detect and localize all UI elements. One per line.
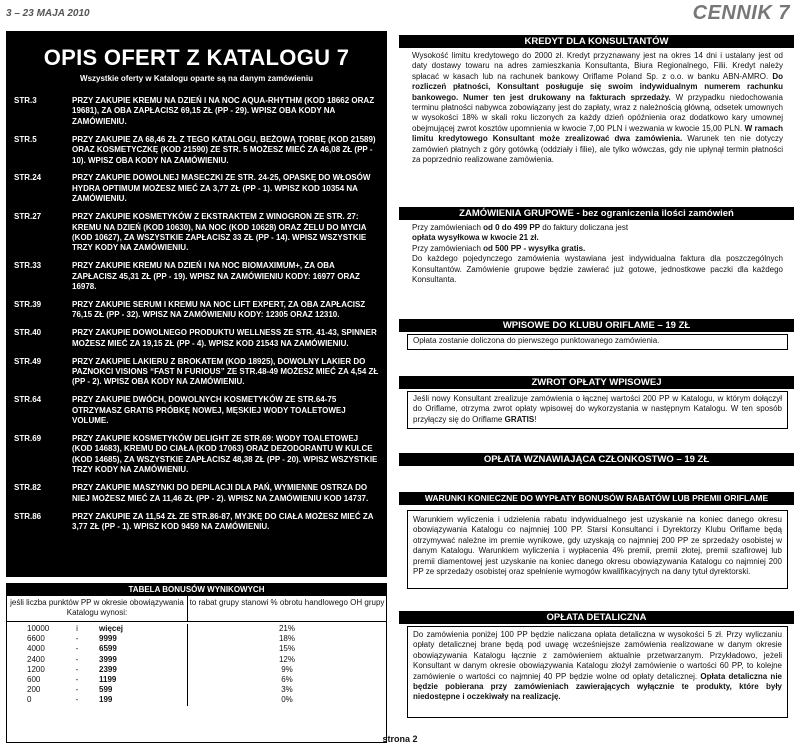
kredyt-p1-bold: Do rozliczeń płatności, Konsultant posługuje się swoim indywidualnym numerem rachunku bankowego. Numer ten jest drukowany na fakturach sprzedaży.: [412, 71, 783, 102]
grupowe-l1c: do faktury doliczana jest: [540, 223, 629, 232]
grupowe-l2: opłata wysyłkowa w kwocie 21 zł.: [412, 233, 539, 243]
bonus-to: 3999: [91, 655, 188, 665]
offer-page: STR.5: [14, 134, 37, 144]
zwrot-title: ZWROT OPŁATY WPISOWEJ: [399, 376, 794, 389]
bonus-row: [7, 665, 386, 675]
offer-page: STR.33: [14, 261, 42, 271]
offer-text: PRZY ZAKUPIE SERUM I KREMU NA NOC LIFT EXPERT, ZA OBA ZAPŁACISZ 76,15 ZŁ (PP - 32). WPISZ NA ZAMÓWIENIU KODY: 12305 ORAZ 12310.: [72, 300, 366, 320]
bonus-col1-header: jeśli liczba punktów PP w okresie obowiązywania Katalogu wynosi:: [7, 596, 188, 621]
bonus-rows: [7, 622, 386, 706]
bonus-to: 9999: [91, 634, 188, 644]
bonus-sep: -: [75, 685, 79, 695]
bonus-row: [7, 644, 386, 654]
wpisowe-text: Opłata zostanie doliczona do pierwszego punktowanego zamówienia.: [413, 336, 660, 345]
offer-item: [14, 395, 379, 426]
offer-page: STR.64: [14, 395, 42, 405]
bonus-from: 6600: [27, 634, 45, 644]
grupowe-l3b: od 500 PP - wysyłka gratis.: [483, 243, 586, 253]
bonus-from: 0: [27, 695, 32, 705]
bonus-from: 10000: [27, 624, 50, 633]
bonus-row: [7, 655, 386, 665]
zwrot-bold: GRATIS: [504, 414, 535, 424]
offer-item: [14, 212, 379, 254]
bonus-row: [7, 634, 386, 644]
grupowe-title-suffix: - bez ograniczenia ilości zamówień: [573, 208, 734, 219]
bonus-to: więcej: [91, 624, 188, 634]
grupowe-l1b: od 0 do 499 PP: [483, 223, 541, 232]
bonus-sep: -: [75, 634, 79, 644]
offer-text: PRZY ZAKUPIE DOWOLNEJ MASECZKI ZE STR. 24-25, OPASKĘ DO WŁOSÓW HYDRA OPTIMUM MOŻESZ MIEĆ ZA 3,77 ZŁ (PP - 1). WPISZ KOD 10354 NA ZAMÓWIENIU.: [72, 173, 371, 204]
wpisowe-box: [407, 334, 788, 350]
bonus-pct: 0%: [281, 695, 293, 705]
kredyt-p3: Warunek ten nie dotyczy zamówień płatnych z góry gotówką (oddziały i filie), ale tylko wówczas, gdy nie upłynął termin płatności za poprzednio realizowane zamówienia.: [412, 134, 783, 165]
page-date: 3 – 23 MAJA 2010: [6, 8, 90, 19]
bonus-row: [7, 695, 386, 705]
bonus-pct: 21%: [278, 624, 295, 633]
bonus-table: [6, 583, 387, 743]
bonus-to: 199: [91, 695, 188, 705]
grupowe-l1a: Przy zamówieniach: [412, 223, 484, 232]
offers-panel: [6, 31, 387, 577]
bonus-pct: 15%: [278, 644, 295, 654]
grupowe-title: [399, 207, 794, 220]
kredyt-p1: Wysokość limitu kredytowego do 2000 zł. Kredyt przyznawany jest na okres 14 dni i ustalany jest od daty dostawy towaru na adres zamieszkania Konsultanta, Biura Regionalnego, Filii. Kredyt należy spłacać w kasach lub na rachunek bankowy Oriflame Poland Sp. z o.o. w banku ABN-AMRO.: [412, 51, 783, 81]
bonus-pct: 18%: [278, 634, 295, 644]
bonus-row: [7, 624, 386, 634]
bonus-sep: i: [76, 624, 78, 633]
offer-text: PRZY ZAKUPIE KREMU NA DZIEŃ I NA NOC AQUA-RHYTHM (KOD 18662 ORAZ 19681), ZA OBA ZAPŁACISZ 69,15 ZŁ (PP - 29). WPISZ OBA KODY NA ZAMÓWIENIU.: [72, 96, 375, 126]
bonus-to: 6599: [91, 644, 188, 654]
offer-text: PRZY ZAKUPIE KREMU NA DZIEŃ I NA NOC BIOMAXIMUM+, ZA OBA ZAPŁACISZ 45,31 ZŁ (PP - 19). WPISZ NA ZAMÓWIENIU KODY: 16977 ORAZ 16978.: [72, 261, 360, 292]
offer-text: PRZY ZAKUPIE LAKIERU Z BROKATEM (KOD 18925), DOWOLNY LAKIER DO PAZNOKCI VISIONS “FAST N FURIOUS” ZE STR.48-49 MOŻESZ MIEĆ ZA 4,54 ZŁ (PP - 2). WPISZ OBA KODY NA ZAMÓWIENIU.: [72, 356, 379, 387]
offer-text: PRZY ZAKUPIE ZA 68,46 ZŁ Z TEGO KATALOGU, BEŻOWĄ TORBĘ (KOD 21589) ORAZ KOSMETYCZKĘ (KOD 21590) ZE STR. 5 MOŻESZ MIEĆ ZA 46,08 ZŁ (PP - 10). WPISZ OBA KODY NA ZAMÓWIENIU.: [72, 134, 376, 165]
offer-page: STR.40: [14, 328, 42, 338]
kredyt-box: [407, 50, 788, 195]
offer-item: [14, 261, 379, 292]
wpisowe-title: WPISOWE DO KLUBU ORIFLAME – 19 ZŁ: [399, 319, 794, 332]
warunki-title: WARUNKI KONIECZNE DO WYPŁATY BONUSÓW RABATÓW LUB PREMII ORIFLAME: [399, 492, 794, 505]
bonus-table-header: [7, 596, 386, 622]
zwrot-end: !: [534, 414, 537, 424]
detaliczna-box: [407, 626, 788, 718]
bonus-row: [7, 675, 386, 685]
bonus-pct: 3%: [281, 685, 293, 695]
bonus-from: 600: [27, 674, 41, 684]
offer-page: STR.69: [14, 434, 42, 444]
grupowe-l4: Do każdego pojedynczego zamówienia wystawiana jest indywidualna faktura dla poszczególnych Konsultantów. Zamówienie grupowe będzie zawierać już gotowe, jednostkowe paczki dla każdego Konsultanta.: [412, 254, 783, 285]
page-title: CENNIK 7: [692, 2, 790, 24]
grupowe-box: [407, 222, 788, 296]
bonus-col2-header: to rabat grupy stanowi % obrotu handlowego OH grupy: [189, 598, 385, 607]
bonus-sep: -: [75, 644, 79, 654]
offer-text: PRZY ZAKUPIE DWÓCH, DOWOLNYCH KOSMETYKÓW ZE STR.64-75 OTRZYMASZ GRATIS PRÓBKĘ NOWEJ, MĘSKIEJ WODY TOALETOWEJ VOLUME.: [72, 395, 346, 426]
bonus-from: 200: [27, 685, 41, 695]
offer-item: [14, 135, 379, 166]
offer-page: STR.86: [14, 511, 42, 521]
offer-text: PRZY ZAKUPIE MASZYNKI DO DEPILACJI DLA PAŃ, WYMIENNE OSTRZA DO NIEJ MOŻESZ MIEĆ ZA 11,46 ZŁ (PP - 2). WPISZ NA ZAMÓWIENIU KOD 14737.: [72, 483, 369, 503]
bonus-row: [7, 685, 386, 695]
offers-subtitle: Wszystkie oferty w Katalogu oparte są na danym zamówieniu: [80, 74, 313, 83]
bonus-sep: -: [75, 654, 79, 664]
offer-page: STR.24: [14, 173, 42, 183]
offers-title: OPIS OFERT Z KATALOGU 7: [43, 45, 350, 70]
offer-page: STR.27: [14, 212, 42, 222]
bonus-to: 2399: [91, 665, 188, 675]
warunki-box: [407, 510, 788, 589]
detaliczna-bold: Opłata detaliczna nie będzie pobierana przy zamówieniach zawierających wyłącznie te produkty, które były niedostępne i oczekiwały na realizację.: [413, 671, 782, 702]
kredyt-title: KREDYT DLA KONSULTANTÓW: [399, 35, 794, 48]
page-number: strona 2: [382, 734, 418, 744]
detaliczna-title: OPŁATA DETALICZNA: [399, 611, 794, 624]
zwrot-box: [407, 391, 788, 429]
kredyt-p2: W przypadku niedochowania terminu płatności nabywca zobowiązany jest do zapłaty, wraz z należnością główną, odsetek umownych w wysokości 18% w skali roku liczonych za każdy dzień opóźnienia oraz dodatkowo kary umownej obejmującej zwrot kosztów upomnienia w kwocie 7,00 PLN i wezwania w kwocie 15,00 PLN.: [412, 92, 783, 133]
grupowe-title-main: ZAMÓWIENIA GRUPOWE: [459, 208, 574, 219]
warunki-text: Warunkiem wyliczenia i udzielenia rabatu indywidualnego jest uzyskanie na koniec danego okresu obowiązywania Katalogu co najmniej 100 PP. Starsi Konsultanci i Dyrektorzy Klubu Oriflame będą otrzymywać należne im premie wynikowe, gdy uzyskają co najmniej 200 PP ze sprzedaży osobistej w danym Katalogu. Warunkiem wyliczenia i wypłacenia 4% premii, premii złotej, premii szafirowej lub premii diamentowej jest uzyskanie na koniec danego okresu obowiązywania Katalogu co najmniej 200 PP ze sprzedaży osobistej oraz spełnienie wymogów kwalifikacyjnych na dany tytuł dyrektorski.: [413, 515, 782, 577]
bonus-to: 599: [91, 685, 188, 695]
offer-item: [14, 512, 379, 533]
offer-page: STR.39: [14, 300, 42, 309]
bonus-pct: 9%: [281, 664, 293, 674]
offer-text: PRZY ZAKUPIE KOSMETYKÓW DELIGHT ZE STR.69: WODY TOALETOWEJ (KOD 14683), KREMU DO CIAŁA (KOD 17063) ORAZ DEZODORANTU W KULCE (KOD 14685), ZA WSZYSTKIE ZAPŁACISZ 48,38 ZŁ (PP - 20). WPISZ WSZYSTKIE TRZY KODY NA ZAMÓWIENIU.: [72, 434, 378, 475]
offer-item: [14, 328, 379, 349]
offer-page: STR.3: [14, 96, 37, 105]
offer-text: PRZY ZAKUPIE KOSMETYKÓW Z EKSTRAKTEM Z WINOGRON ZE STR. 27: KREMU NA DZIEŃ (KOD 10630), NA NOC (KOD 10628) ORAZ ŻELU DO MYCIA (KOD 10627), ZA WSZYSTKIE ZAPŁACISZ 33 ZŁ (PP - 14). WPISZ WSZYSTKIE TRZY KODY NA ZAMÓWIENIU.: [72, 212, 367, 253]
offer-item: [14, 434, 379, 476]
grupowe-l3a: Przy zamówieniach: [412, 243, 484, 253]
wznawiajaca-title: OPŁATA WZNAWIAJĄCA CZŁONKOSTWO – 19 ZŁ: [399, 453, 794, 466]
bonus-sep: -: [75, 674, 79, 684]
offer-list: [14, 96, 379, 532]
zwrot-text: Jeśli nowy Konsultant zrealizuje zamówienia o łącznej wartości 200 PP w Katalogu, w którym dołączył do Oriflame, otrzyma zwrot opłaty wpisowej do wykorzystania w następnym Katalogu. W ten sposób przyłączy się do Oriflame: [413, 394, 782, 424]
bonus-pct: 12%: [278, 654, 295, 664]
offer-item: [14, 173, 379, 204]
detaliczna-text: Do zamówienia poniżej 100 PP będzie naliczana opłata detaliczna w wysokości 5 zł. Przy wyliczaniu opłaty detalicznej brane będą pod uwagę wcześniejsze zamówienia realizowane w danym okresie obowiązywania Katalogu łącznie z zamówieniem aktualnie przetwarzanym. Przykładowo, jeżeli Konsultant w danym okresie obowiązywania Katalogu złożył zamówienie o wartości 60 PP, to kolejne zamówienie o wartości co najmniej 40 PP będzie wolne od opłaty detalicznej.: [413, 630, 782, 681]
bonus-from: 4000: [27, 644, 45, 654]
bonus-from: 1200: [27, 664, 45, 674]
offer-item: [14, 300, 379, 321]
bonus-pct: 6%: [281, 674, 293, 684]
kredyt-p2-bold: W ramach limitu kredytowego Konsultant może zrealizować dwa zamówienia.: [412, 123, 784, 144]
offer-item: [14, 96, 379, 127]
offer-page: STR.49: [14, 356, 42, 366]
offer-text: PRZY ZAKUPIE DOWOLNEGO PRODUKTU WELLNESS ZE STR. 41-43, SPINNER MOŻESZ MIEĆ ZA 19,15 ZŁ (PP - 4). WPISZ KOD 21543 NA ZAMÓWIENIU.: [72, 328, 377, 348]
offer-item: [14, 357, 379, 388]
offer-page: STR.82: [14, 483, 42, 493]
offer-item: [14, 483, 379, 504]
bonus-table-title: TABELA BONUSÓW WYNIKOWYCH: [7, 584, 386, 596]
offer-text: PRZY ZAKUPIE ZA 11,54 ZŁ ZE STR.86-87, MYJKĘ DO CIAŁA MOŻESZ MIEĆ ZA 3,77 ZŁ (PP - 1). WPISZ KOD 9459 NA ZAMÓWIENIU.: [72, 511, 374, 531]
bonus-sep: -: [75, 695, 79, 705]
bonus-from: 2400: [27, 654, 45, 664]
bonus-sep: -: [75, 664, 79, 674]
bonus-to: 1199: [91, 675, 188, 685]
